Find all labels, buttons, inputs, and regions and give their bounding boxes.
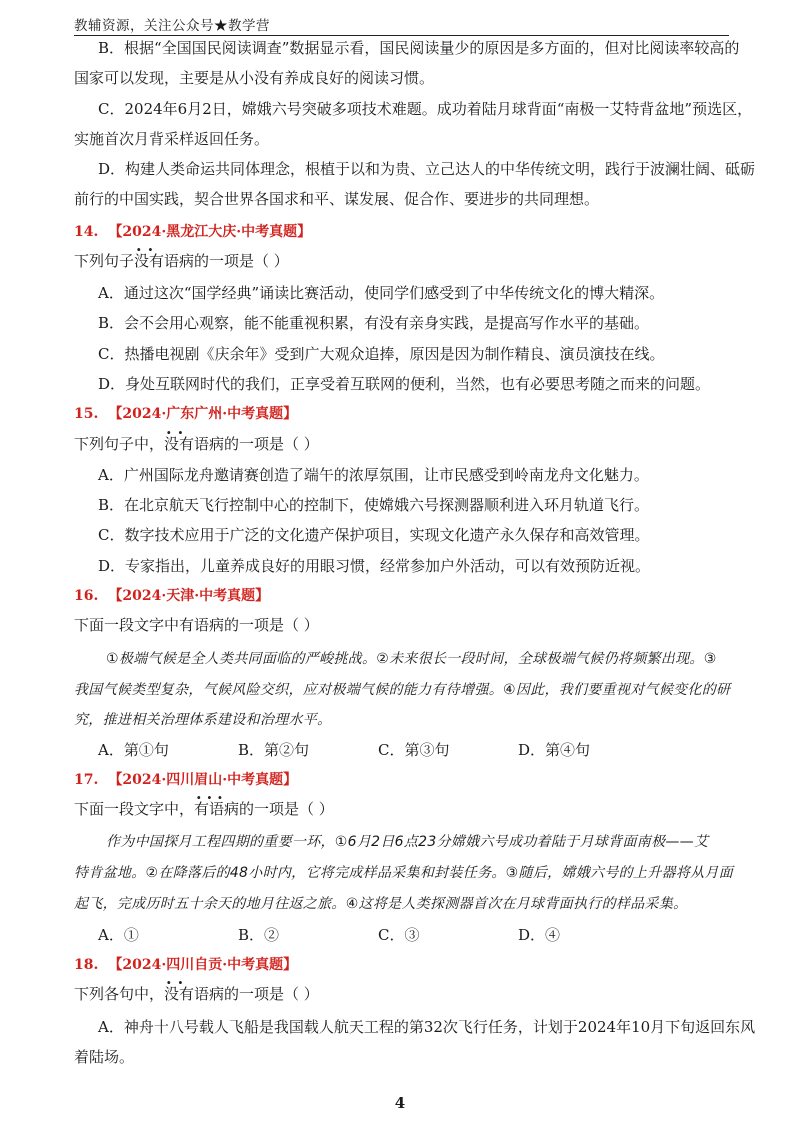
option-b-line-2: 国家可以发现，主要是从小没有养成良好的阅读习惯。 [74,69,435,87]
question-16-header [74,586,269,606]
question-source: 【2024·黑龙江大庆·中考真题】 [108,224,312,240]
option-a: A．通过这次“国学经典”诵读比赛活动，使同学们感受到了中华传统文化的博大精深。 [98,284,665,302]
option-c-line-1: C．2024年6月2日，嫦娥六号突破多项技术难题。成功着陆月球背面“南极一艾特背盆地”预选区， [98,100,753,118]
stem-text: 语病的一项是（ ） [194,985,319,1003]
option-d: D．专家指出，儿童养成良好的用眼习惯，经常参加户外活动，可以有效预防近视。 [98,557,651,575]
option-b: B．第②句 [238,741,310,759]
stem-text: 下面一段文字中， [74,800,195,818]
option-d-line-2: 前行的中国实践，契合世界各国求和平、谋发展、促合作、要进步的共同理想。 [74,190,600,208]
question-number: 17. [74,772,99,788]
option-b: B．② [238,926,280,944]
option-c: C．③ [378,926,420,944]
option-b: B．在北京航天飞行控制中心的控制下，使嫦娥六号探测器顺利进入环月轨道飞行。 [98,496,650,514]
option-d: D．④ [518,926,561,944]
emphasis-text: ·· 没有 [164,434,194,454]
option-c-line-2: 实施首次月背采样返回任务。 [74,130,270,148]
option-a: A．广州国际龙舟邀请赛创造了端午的浓厚氛围，让市民感受到岭南龙舟文化魅力。 [98,466,649,484]
question-source: 【2024·四川自贡·中考真题】 [108,957,298,973]
stem-text: 语病的一项是（ ） [194,435,319,453]
emphasis-text: ·· 没有 [134,251,164,271]
question-source: 【2024·四川眉山·中考真题】 [108,772,298,788]
question-17-stem [74,799,334,819]
question-16-stem: 下面一段文字中有语病的一项是（ ） [74,616,319,634]
emphasis-text: ··· 有语病 [194,799,239,819]
question-15-header [74,404,297,424]
stem-text: 下列句子 [74,252,135,270]
option-a: A．第①句 [98,741,169,759]
question-number: 15. [74,406,99,422]
question-source: 【2024·广东广州·中考真题】 [108,406,298,422]
option-d: D．第④句 [518,741,591,759]
question-15-stem [74,434,319,454]
option-b: B．会不会用心观察，能不能重视积累，有没有亲身实践，是提高写作水平的基础。 [98,314,650,332]
question-14-stem [74,251,289,271]
option-b-line-1: B．根据“全国国民阅读调查”数据显示看，国民阅读量少的原因是多方面的，但对比阅读率较高的 [98,39,740,57]
option-a-line-2: 着陆场。 [74,1048,135,1066]
question-17-options [98,925,560,945]
stem-text: 语病的一项是（ ） [164,252,289,270]
passage-line: 究，推进相关治理体系建设和治理水平。 [74,712,332,728]
question-16-options [98,740,590,760]
stem-text: 下列各句中， [74,985,165,1003]
header-divider [74,35,729,36]
option-c: C．第③句 [378,741,450,759]
stem-text: 的一项是（ ） [239,800,334,818]
stem-text: 下列句子中， [74,435,165,453]
option-a: A．① [98,926,139,944]
emphasis-text: ·· 没有 [164,984,194,1004]
page-number: 4 [394,1094,406,1112]
question-17-header [74,770,297,790]
passage-line: ①极端气候是全人类共同面临的严峻挑战。②未来很长一段时间，全球极端气候仍将频繁出现。③ [106,651,717,667]
question-14-header [74,222,311,242]
passage-line: 起飞，完成历时五十余天的地月往返之旅。④这将是人类探测器首次在月球背面执行的样品采集。 [74,896,688,912]
question-number: 14. [74,224,99,240]
option-c: C．热播电视剧《庆余年》受到广大观众追捧，原因是因为制作精良、演员演技在线。 [98,345,665,363]
question-number: 16. [74,588,99,604]
option-c: C．数字技术应用于广泛的文化遗产保护项目，实现文化遗产永久保存和高效管理。 [98,526,650,544]
option-d-line-1: D．构建人类命运共同体理念，根植于以和为贵、立己达人的中华传统文明，践行于波澜壮阔、砥砺 [98,160,756,178]
option-d: D．身处互联网时代的我们，正享受着互联网的便利，当然，也有必要思考随之而来的问题。 [98,375,711,393]
passage-line: 特肯盆地。②在降落后的48小时内，它将完成样品采集和封装任务。③随后，嫦娥六号的上升器将从月面 [74,865,734,881]
question-18-stem [74,984,319,1004]
question-18-header [74,955,297,975]
question-source: 【2024·天津·中考真题】 [108,588,270,604]
option-a-line-1: A．神舟十八号载人飞船是我国载人航天工程的第32次飞行任务，计划于2024年10月下旬返回东风 [98,1018,756,1036]
question-number: 18. [74,957,99,973]
page-header: 教辅资源，关注公众号★教学营 [74,18,270,34]
passage-line: 作为中国探月工程四期的重要一环，①6月2日6点23分嫦娥六号成功着陆于月球背面南极——艾 [106,834,709,850]
passage-line: 我国气候类型复杂，气候风险交织，应对极端气候的能力有待增强。④因此，我们要重视对气候变化的研 [74,682,731,698]
